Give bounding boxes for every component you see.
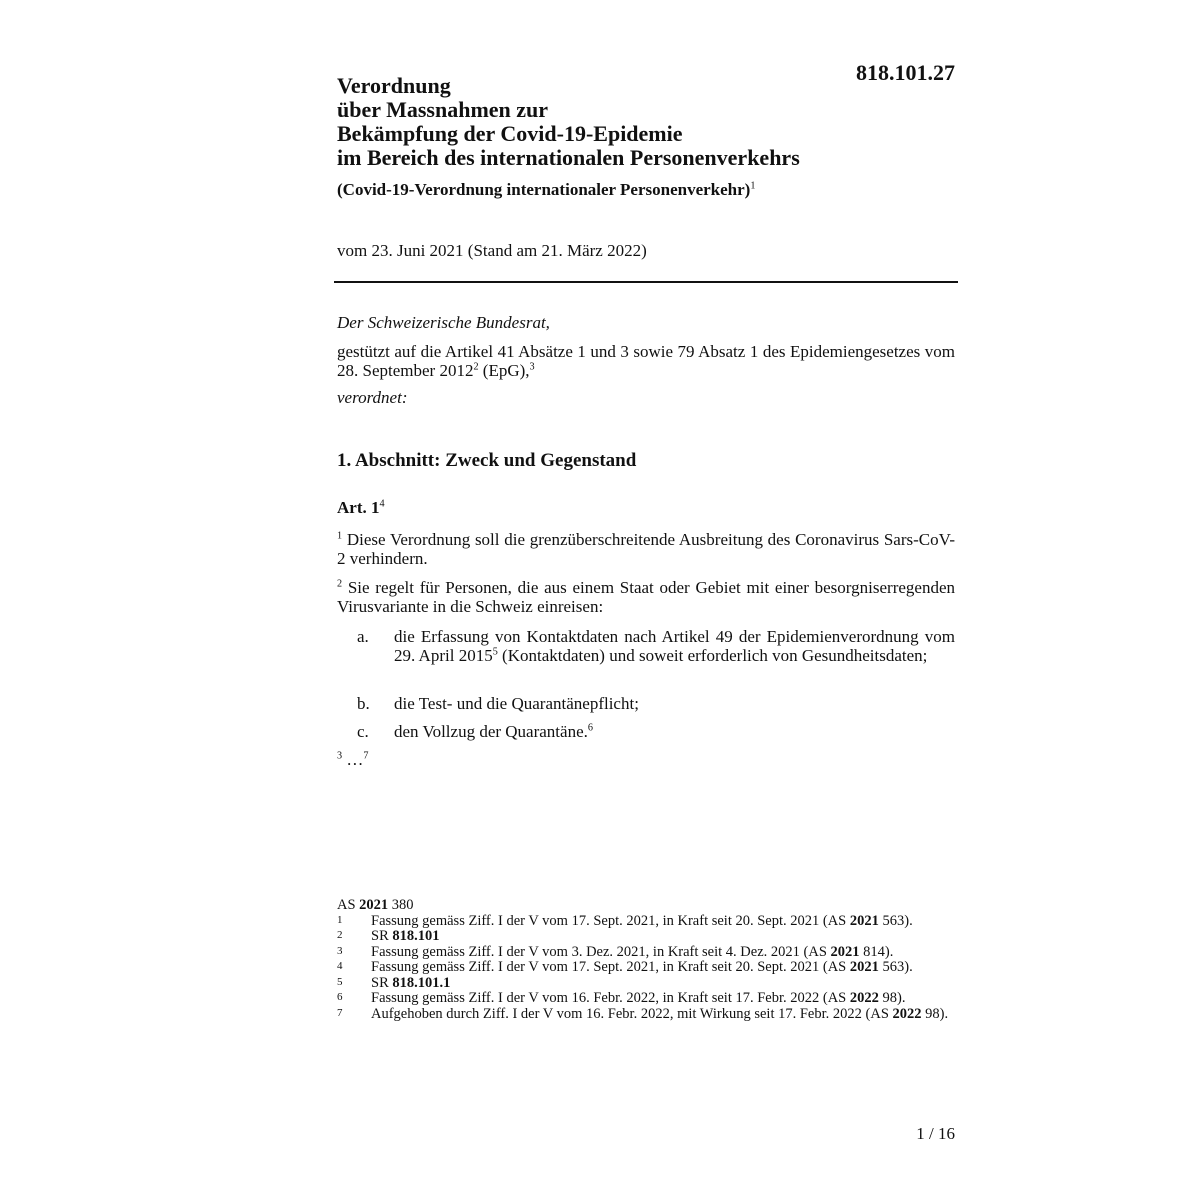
date-line: vom 23. Juni 2021 (Stand am 21. März 2022) bbox=[337, 241, 647, 260]
footnote bbox=[337, 945, 955, 961]
footnote-number: 7 bbox=[337, 1006, 343, 1019]
footnote-bold: 2022 bbox=[892, 1005, 922, 1022]
footnote-text: 98). bbox=[878, 990, 906, 1006]
section-heading: 1. Abschnitt: Zweck und Gegenstand bbox=[337, 450, 637, 471]
footnote-bold: 2021 bbox=[849, 959, 879, 975]
list-label: b. bbox=[357, 694, 370, 713]
list-item bbox=[337, 722, 955, 741]
article-paragraph-3 bbox=[337, 750, 955, 769]
footnote-text: Fassung gemäss Ziff. I der V vom 17. Sept. 2021, in Kraft seit 20. Sept. 2021 (AS bbox=[371, 912, 850, 929]
footnote-ref[interactable]: 3 bbox=[529, 361, 535, 373]
list-text bbox=[394, 722, 955, 741]
preamble-legal-basis bbox=[337, 342, 955, 380]
footnote-text: 380 bbox=[388, 897, 414, 913]
footnote-number: 5 bbox=[337, 975, 343, 988]
list-text-part: den Vollzug der Quarantäne. bbox=[394, 722, 588, 741]
footnote-ref[interactable]: 2 bbox=[473, 361, 479, 373]
footnote-ref[interactable]: 7 bbox=[363, 750, 369, 762]
paragraph-number: 1 bbox=[337, 530, 343, 542]
list-text-part: die Erfassung von Kontaktdaten nach Artikel 49 der Epidemienverordnung vom 29. April 2015 bbox=[394, 627, 955, 665]
short-title-text: (Covid-19-Verordnung internationaler Personenverkehr) bbox=[337, 180, 751, 199]
footnote-text: 563). bbox=[878, 912, 913, 929]
footnote-bold: 2021 bbox=[359, 897, 389, 913]
footnote-bold: 2022 bbox=[849, 990, 879, 1006]
footnote-text: AS bbox=[337, 897, 360, 913]
list-text-part: die Test- und die Quarantänepflicht; bbox=[394, 694, 639, 713]
footnote-text: SR bbox=[371, 974, 393, 991]
legal-basis-text: (EpG), bbox=[478, 361, 530, 380]
title-line: über Massnahmen zur bbox=[337, 97, 549, 122]
footnote-bold: 2021 bbox=[830, 943, 860, 960]
list-item bbox=[337, 627, 955, 665]
footnote-text: Fassung gemäss Ziff. I der V vom 16. Febr. 2022, in Kraft seit 17. Febr. 2022 (AS bbox=[371, 990, 850, 1006]
list-text bbox=[394, 694, 955, 713]
footnote bbox=[337, 914, 955, 930]
footnote-text: Fassung gemäss Ziff. I der V vom 17. Sept. 2021, in Kraft seit 20. Sept. 2021 (AS bbox=[371, 959, 850, 975]
footnote-ref[interactable]: 5 bbox=[492, 646, 498, 658]
footnote-text: SR bbox=[371, 928, 393, 944]
footnote bbox=[337, 929, 955, 945]
article-paragraph-1 bbox=[337, 530, 955, 568]
short-title bbox=[337, 180, 957, 200]
title-line: im Bereich des internationalen Personenverkehrs bbox=[337, 145, 800, 170]
footnote-bold: 818.101.1 bbox=[392, 974, 451, 991]
paragraph-text: … bbox=[342, 750, 364, 769]
header-divider bbox=[334, 281, 958, 283]
footnote-text: 98). bbox=[921, 1005, 949, 1022]
paragraph-number: 2 bbox=[337, 578, 343, 590]
footnote-text: Aufgehoben durch Ziff. I der V vom 16. Febr. 2022, mit Wirkung seit 17. Febr. 2022 (AS bbox=[371, 1005, 893, 1022]
footnote bbox=[337, 976, 955, 992]
footnote bbox=[337, 991, 955, 1007]
document-title bbox=[337, 74, 957, 170]
footnote-text: 563). bbox=[878, 959, 913, 975]
title-line: Bekämpfung der Covid-19-Epidemie bbox=[337, 121, 683, 146]
article-paragraph-2 bbox=[337, 578, 955, 616]
list-item bbox=[337, 694, 955, 713]
paragraph-number: 3 bbox=[337, 750, 343, 762]
list-text-part: (Kontaktdaten) und soweit erforderlich von Gesundheitsdaten; bbox=[497, 646, 928, 665]
footnote bbox=[337, 960, 955, 976]
footnote-bold: 2021 bbox=[849, 912, 879, 929]
list-label: a. bbox=[357, 627, 369, 646]
footnote-text: Fassung gemäss Ziff. I der V vom 3. Dez. 2021, in Kraft seit 4. Dez. 2021 (AS bbox=[371, 943, 831, 960]
preamble-authority: Der Schweizerische Bundesrat, bbox=[337, 313, 550, 332]
preamble-decrees: verordnet: bbox=[337, 388, 408, 407]
footnote-text: 814). bbox=[859, 943, 894, 960]
footnote-ref[interactable]: 1 bbox=[750, 180, 756, 192]
article-heading bbox=[337, 498, 385, 518]
paragraph-text: Sie regelt für Personen, die aus einem Staat oder Gebiet mit einer besorgniserregenden Virusvariante in die Schweiz einreisen: bbox=[337, 578, 955, 616]
legal-basis-text: gestützt auf die Artikel 41 Absätze 1 und 3 sowie 79 Absatz 1 des Epidemiengesetzes vom 28. September 2012 bbox=[337, 342, 955, 380]
footnote-number: 3 bbox=[337, 944, 343, 957]
footnote-number: 2 bbox=[337, 929, 343, 941]
footnotes bbox=[337, 898, 955, 1022]
footnote bbox=[337, 1007, 955, 1023]
footnote-number: 1 bbox=[337, 913, 343, 926]
list-label: c. bbox=[357, 722, 369, 741]
page-number: 1 / 16 bbox=[916, 1124, 955, 1143]
footnote-number: 6 bbox=[337, 991, 343, 1003]
title-line: Verordnung bbox=[337, 73, 451, 98]
footnote-ref[interactable]: 6 bbox=[587, 722, 593, 734]
footnote-source bbox=[337, 898, 955, 914]
footnote-bold: 818.101 bbox=[392, 928, 440, 944]
paragraph-text: Diese Verordnung soll die grenzüberschreitende Ausbreitung des Coronavirus Sars-CoV-2 verhindern. bbox=[337, 530, 955, 568]
list-text bbox=[394, 627, 955, 665]
footnote-number: 4 bbox=[337, 960, 343, 972]
article-title: Art. 1 bbox=[337, 498, 380, 517]
sr-number: 818.101.27 bbox=[856, 60, 955, 85]
footnote-ref[interactable]: 4 bbox=[379, 498, 385, 510]
